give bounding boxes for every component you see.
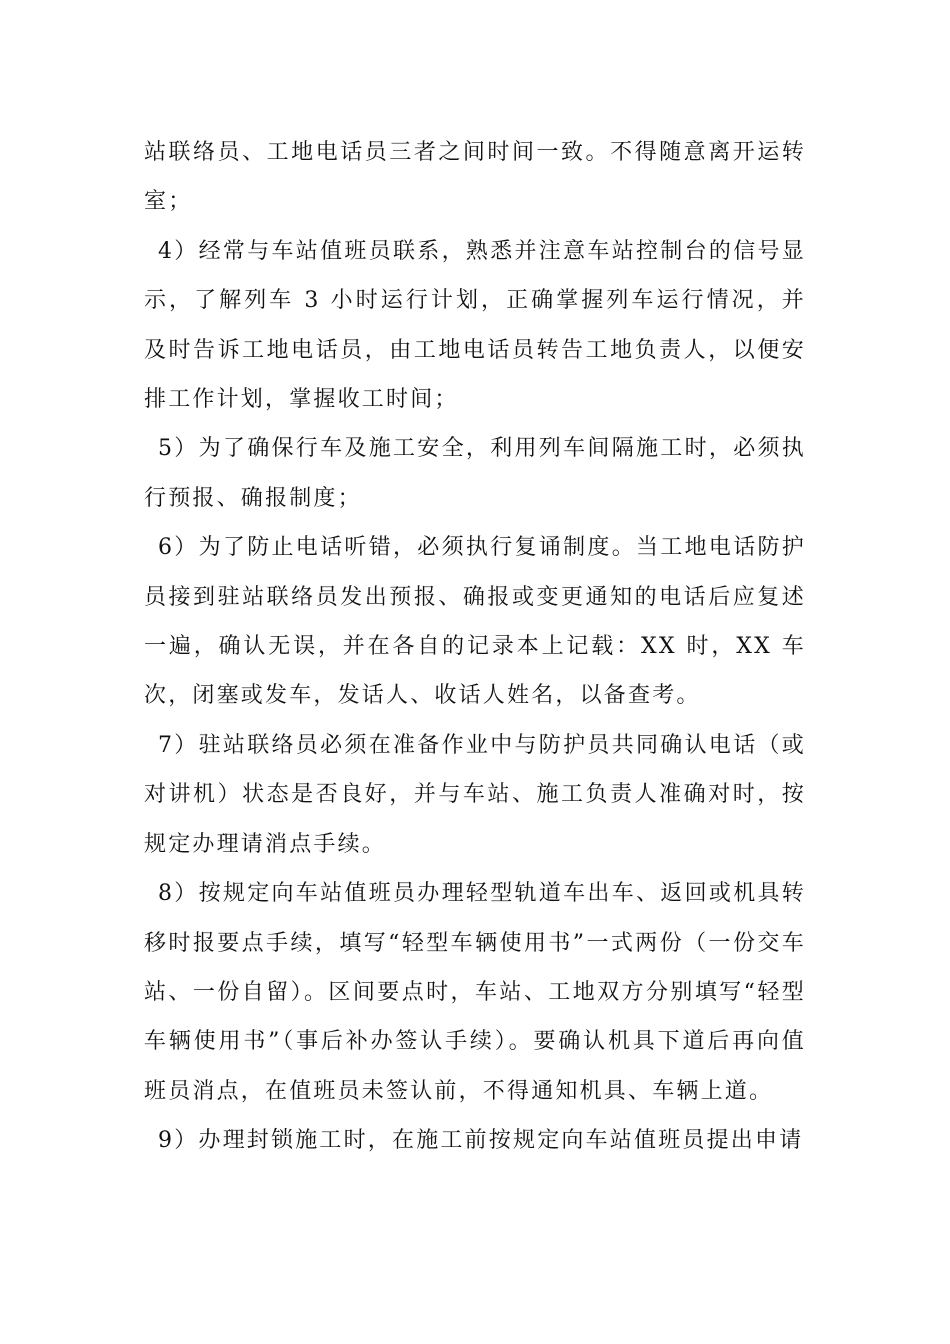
paragraph-item-5: 5）为了确保行车及施工安全，利用列车间隔施工时，必须执行预报、确报制度；: [144, 436, 806, 511]
document-body: [144, 128, 806, 1166]
paragraph-item-4: 4）经常与车站值班员联系，熟悉并注意车站控制台的信号显示，了解列车 3 小时运行计划，正确掌握列车运行情况，并及时告诉工地电话员，由工地电话员转告工地负责人，以便安排工作计划，掌握收工时间；: [144, 238, 806, 413]
paragraph-item-9: 9）办理封锁施工时，在施工前按规定向车站值班员提出申请: [158, 1128, 804, 1154]
paragraph-continuation: 站联络员、工地电话员三者之间时间一致。不得随意离开运转室；: [144, 140, 806, 215]
paragraph-item-6: 6）为了防止电话听错，必须执行复诵制度。当工地电话防护员接到驻站联络员发出预报、确报或变更通知的电话后应复述一遍，确认无误，并在各自的记录本上记载：XX 时，XX 车次，闭塞或发车，发话人、收话人姓名，以备查考。: [144, 535, 806, 709]
paragraph-item-7: 7）驻站联络员必须在准备作业中与防护员共同确认电话（或对讲机）状态是否良好，并与车站、施工负责人准确对时，按规定办理请消点手续。: [144, 732, 806, 857]
paragraph-item-8: 8）按规定向车站值班员办理轻型轨道车出车、返回或机具转移时报要点手续，填写“轻型车辆使用书”一式两份（一份交车站、一份自留）。区间要点时，车站、工地双方分别填写“轻型车辆使用书”（事后补办签认手续）。要确认机具下道后再向值班员消点，在值班员未签认前，不得通知机具、车辆上道。: [144, 881, 806, 1104]
